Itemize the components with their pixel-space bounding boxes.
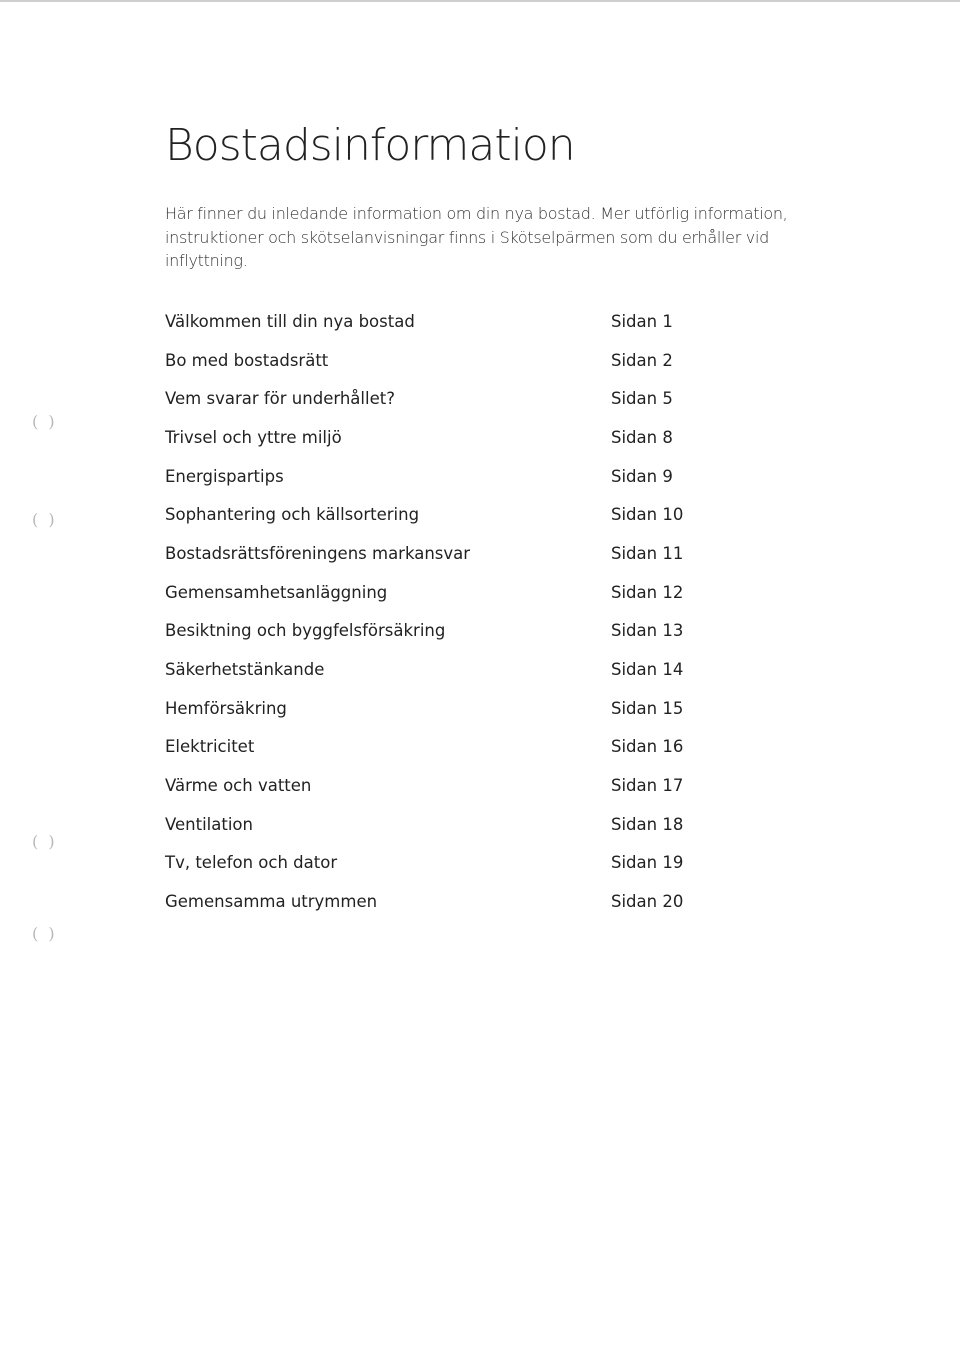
toc-item <box>165 573 725 612</box>
toc-item <box>165 457 725 496</box>
toc-page: Sidan 16 <box>611 737 684 757</box>
toc-label: Tv, telefon och dator <box>165 853 338 873</box>
top-edge-line <box>0 0 960 2</box>
intro-paragraph: Här finner du inledande information om din nya bostad. Mer utförlig information, instruktioner och skötselanvisningar finns i Skötselpärmen som du erhåller vid inflyttning. <box>165 204 788 270</box>
toc-label: Värme och vatten <box>165 776 312 796</box>
toc-page: Sidan 20 <box>611 892 684 912</box>
toc-page: Sidan 8 <box>611 427 673 447</box>
toc-label: Trivsel och yttre miljö <box>165 427 342 447</box>
toc-label: Bostadsrättsföreningens markansvar <box>165 543 471 563</box>
punch-hole-mark: ( ) <box>32 924 55 943</box>
toc-page: Sidan 13 <box>611 621 684 641</box>
toc-item <box>165 379 725 418</box>
toc-label: Ventilation <box>165 814 253 834</box>
table-of-contents <box>165 302 725 921</box>
toc-item <box>165 882 725 921</box>
toc-page: Sidan 9 <box>611 466 673 486</box>
toc-item <box>165 766 725 805</box>
toc-label: Vem svarar för underhållet? <box>165 389 395 409</box>
toc-page: Sidan 11 <box>611 543 684 563</box>
toc-label: Besiktning och byggfelsförsäkring <box>165 621 446 641</box>
toc-page: Sidan 14 <box>611 660 684 680</box>
page-title: Bostadsinformation <box>165 120 575 171</box>
toc-item <box>165 844 725 883</box>
toc-item <box>165 418 725 457</box>
toc-item <box>165 728 725 767</box>
toc-item <box>165 612 725 651</box>
toc-page: Sidan 17 <box>611 776 684 796</box>
toc-label: Hemförsäkring <box>165 698 287 718</box>
toc-item <box>165 302 725 341</box>
toc-page: Sidan 10 <box>611 505 684 525</box>
punch-hole-mark: ( ) <box>32 510 55 529</box>
toc-page: Sidan 15 <box>611 698 684 718</box>
toc-page: Sidan 18 <box>611 814 684 834</box>
punch-hole-mark: ( ) <box>32 412 55 431</box>
toc-item <box>165 495 725 534</box>
toc-label: Gemensamhetsanläggning <box>165 582 388 602</box>
toc-label: Sophantering och källsortering <box>165 505 420 525</box>
toc-page: Sidan 12 <box>611 582 684 602</box>
toc-page: Sidan 1 <box>611 311 673 331</box>
toc-label: Gemensamma utrymmen <box>165 892 378 912</box>
toc-label: Elektricitet <box>165 737 255 757</box>
toc-page: Sidan 5 <box>611 389 673 409</box>
punch-hole-mark: ( ) <box>32 832 55 851</box>
toc-label: Säkerhetstänkande <box>165 660 325 680</box>
toc-item <box>165 689 725 728</box>
toc-label: Bo med bostadsrätt <box>165 350 329 370</box>
toc-item <box>165 341 725 380</box>
toc-item <box>165 534 725 573</box>
toc-label: Välkommen till din nya bostad <box>165 311 415 331</box>
toc-label: Energispartips <box>165 466 284 486</box>
toc-page: Sidan 2 <box>611 350 673 370</box>
toc-item <box>165 650 725 689</box>
toc-page: Sidan 19 <box>611 853 684 873</box>
toc-item <box>165 805 725 844</box>
